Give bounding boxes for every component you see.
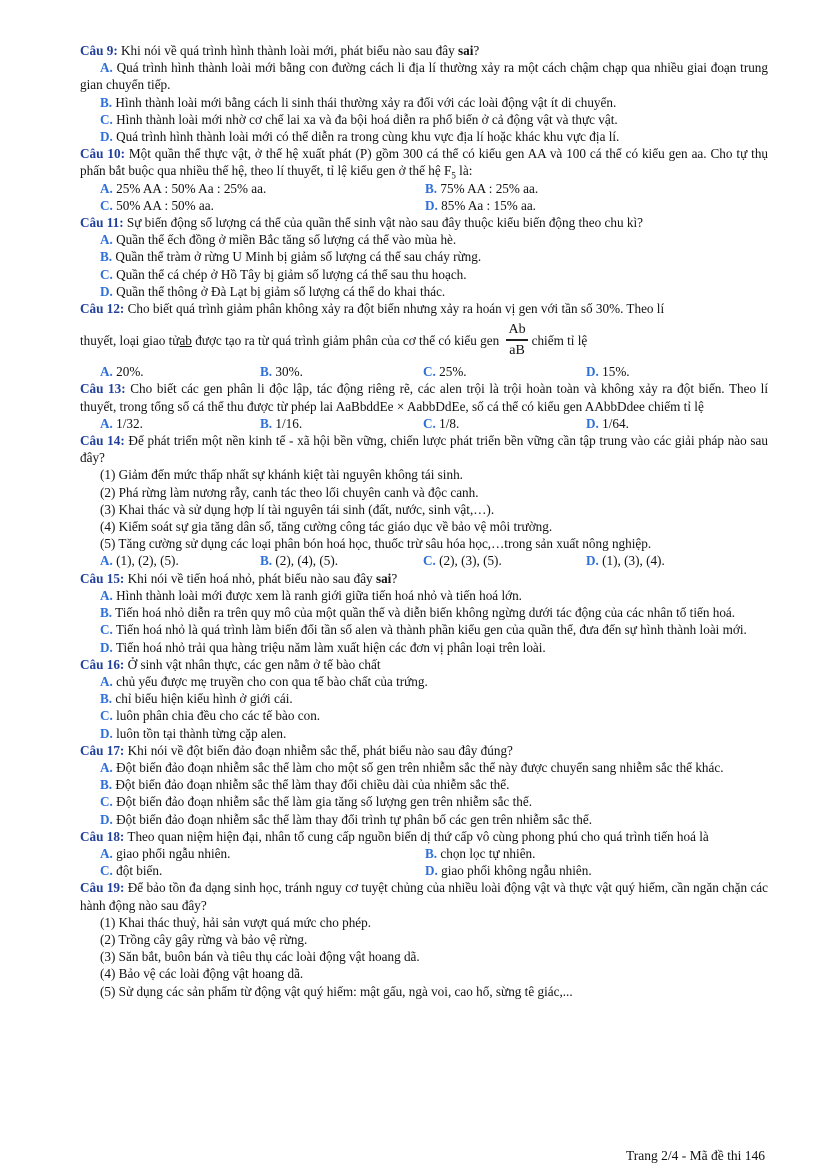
option-b: B. chỉ biểu hiện kiểu hình ở giới cái.	[100, 691, 293, 707]
options-grid	[80, 845, 768, 879]
statement-item: (3) Săn bắt, buôn bán và tiêu thụ các loài động vật hoang dã.	[100, 949, 420, 965]
question-number: Câu 10:	[80, 146, 125, 162]
question-13: Câu 13: Cho biết các gen phân li độc lập, tác động riêng rẽ, các alen trội là trội hoàn toàn và không xảy ra đột biến. Theo lí thuyết, trong tổng số cá thể thu được từ phép lai AaBbddEe × AabbDdEe, số cá thể có kiểu gen AAbbDdee chiếm tỉ lệ	[80, 381, 768, 414]
option-d: D. giao phối không ngẫu nhiên.	[425, 863, 592, 879]
option-b: B. 30%.	[260, 364, 303, 380]
option-c: C. 1/8.	[423, 415, 460, 431]
statement-item: (2) Trồng cây gây rừng và bảo vệ rừng.	[100, 931, 308, 947]
option-c: C. Tiến hoá nhỏ là quá trình làm biến đổi tần số alen và thành phần kiểu gen của quần thể, đưa đến sự hình thành loài mới.	[100, 622, 747, 638]
statement-item: (5) Tăng cường sử dụng các loại phân bón hoá học, thuốc trừ sâu hóa học,…trong sản xuất nông nghiệp.	[100, 536, 652, 552]
page-footer: Trang 2/4 - Mã đề thi 146	[626, 1148, 765, 1163]
option-c: C. 25%.	[423, 364, 467, 380]
option-a: A. (1), (2), (5).	[100, 553, 179, 569]
question-15: Câu 15: Khi nói về tiến hoá nhỏ, phát biểu nào sau đây sai?	[80, 570, 398, 586]
statement-item: (4) Kiểm soát sự gia tăng dân số, tăng cường công tác giáo dục về bảo vệ môi trường.	[100, 519, 553, 535]
option-d: D. (1), (3), (4).	[586, 553, 665, 569]
option-a: A. 25% AA : 50% Aa : 25% aa.	[100, 180, 267, 196]
option-a: A. Hình thành loài mới được xem là ranh giới giữa tiến hoá nhỏ và tiến hoá lớn.	[100, 587, 522, 603]
statement-item: (5) Sử dụng các sản phẩm từ động vật quý hiếm: mật gấu, ngà voi, cao hổ, sừng tê giác,...	[100, 983, 573, 999]
option-b: B. Đột biến đảo đoạn nhiễm sắc thể làm thay đổi chiều dài của nhiễm sắc thể.	[100, 777, 510, 793]
question-18: Câu 18: Theo quan niệm hiện đại, nhân tố cung cấp nguồn biến dị thứ cấp vô cùng phong phú cho quá trình tiến hoá là	[80, 828, 709, 844]
option-a: A. Quá trình hình thành loài mới bằng con đường cách li địa lí thường xảy ra một cách chậm chạp qua nhiều giai đoạn trung gian chuyển tiếp.	[80, 60, 768, 93]
question-number: Câu 11:	[80, 215, 124, 231]
gamete-ab: ab	[179, 332, 192, 348]
exam-content	[80, 42, 768, 1000]
option-c: C. 50% AA : 50% aa.	[100, 197, 214, 213]
question-number: Câu 14:	[80, 433, 125, 449]
option-c: C. luôn phân chia đều cho các tế bào con.	[100, 708, 321, 724]
option-b: B. 75% AA : 25% aa.	[425, 180, 539, 196]
option-a: A. 20%.	[100, 364, 144, 380]
option-b: B. (2), (4), (5).	[260, 553, 339, 569]
question-19: Câu 19: Để bảo tồn đa dạng sinh học, tránh nguy cơ tuyệt chủng của nhiều loài động vật và thực vật quý hiếm, cần ngăn chặn các hành động nào sau đây?	[80, 880, 769, 913]
question-number: Câu 18:	[80, 828, 125, 844]
option-b: B. 1/16.	[260, 415, 303, 431]
option-c: C. Quần thể cá chép ở Hồ Tây bị giảm số lượng cá thể sau thu hoạch.	[100, 266, 467, 282]
option-a: A. 1/32.	[100, 415, 143, 431]
question-12: Câu 12: Cho biết quá trình giảm phân không xảy ra đột biến nhưng xảy ra hoán vị gen với tần số 30%. Theo lí	[80, 301, 665, 317]
option-b: B. Tiến hoá nhỏ diễn ra trên quy mô của một quần thể và diễn biến không ngừng dưới tác động của các nhân tố tiến hoá.	[100, 605, 736, 621]
question-number: Câu 12:	[80, 301, 125, 317]
option-d: D. Quần thể thông ở Đà Lạt bị giảm số lượng cá thể do khai thác.	[100, 283, 446, 299]
option-d: D. 1/64.	[586, 415, 629, 431]
question-number: Câu 15:	[80, 570, 125, 586]
option-b: B. chọn lọc tự nhiên.	[425, 845, 536, 861]
question-number: Câu 9:	[80, 43, 118, 58]
option-d: D. 85% Aa : 15% aa.	[425, 197, 536, 213]
question-9: Câu 9: Khi nói về quá trình hình thành loài mới, phát biểu nào sau đây sai?	[80, 43, 480, 58]
question-number: Câu 13:	[80, 381, 126, 397]
question-14: Câu 14: Để phát triển một nền kinh tế - xã hội bền vững, chiến lược phát triển bền vững cần tập trung vào các giải pháp nào sau đây?	[80, 433, 769, 466]
option-a: A. giao phối ngẫu nhiên.	[100, 845, 231, 861]
genotype-fraction: $\frac{Ab}{aB}$	[508, 322, 526, 359]
question-17: Câu 17: Khi nói về đột biến đảo đoạn nhiễm sắc thể, phát biểu nào sau đây đúng?	[80, 742, 513, 758]
option-b: B. Quần thể tràm ở rừng U Minh bị giảm số lượng cá thể sau cháy rừng.	[100, 249, 482, 265]
question-12-continuation: thuyết, loại giao tử ab được tạo ra từ quá trình giảm phân của cơ thể có kiểu gen $\frac{Ab}{aB}$ chiếm tỉ lệ	[80, 322, 588, 359]
option-c: C. đột biến.	[100, 863, 163, 879]
option-d: D. luôn tồn tại thành từng cặp alen.	[100, 725, 287, 741]
statement-item: (1) Giảm đến mức thấp nhất sự khánh kiệt tài nguyên không tái sinh.	[100, 467, 463, 483]
option-c: C. Hình thành loài mới nhờ cơ chế lai xa và đa bội hoá diễn ra phổ biến ở cả động vật và thực vật.	[100, 111, 618, 127]
statement-item: (1) Khai thác thuỷ, hải sản vượt quá mức cho phép.	[100, 914, 372, 930]
question-11: Câu 11: Sự biến động số lượng cá thể của quần thể sinh vật nào sau đây thuộc kiểu biến động theo chu kì?	[80, 215, 643, 231]
option-a: A. Quần thể ếch đồng ở miền Bắc tăng số lượng cá thể vào mùa hè.	[100, 232, 457, 248]
question-number: Câu 16:	[80, 656, 125, 672]
question-number: Câu 17:	[80, 742, 125, 758]
option-a: A. chủ yếu được mẹ truyền cho con qua tế bào chất của trứng.	[100, 673, 428, 689]
question-number: Câu 19:	[80, 880, 125, 896]
question-16: Câu 16: Ở sinh vật nhân thực, các gen nằm ở tế bào chất	[80, 656, 381, 672]
option-a: A. Đột biến đảo đoạn nhiễm sắc thể làm cho một số gen trên nhiễm sắc thể này được chuyển sang nhiễm sắc thể khác.	[100, 759, 724, 775]
option-d: D. Đột biến đảo đoạn nhiễm sắc thể làm thay đổi trình tự phân bố các gen trên nhiễm sắc thể.	[100, 811, 593, 827]
option-c: C. Đột biến đảo đoạn nhiễm sắc thể làm gia tăng số lượng gen trên nhiễm sắc thể.	[100, 794, 532, 810]
option-c: C. (2), (3), (5).	[423, 553, 502, 569]
option-d: D. Tiến hoá nhỏ trải qua hàng triệu năm làm xuất hiện các đơn vị phân loại trên loài.	[100, 639, 546, 655]
statement-item: (3) Khai thác và sử dụng hợp lí tài nguyên tái sinh (đất, nước, sinh vật,…).	[100, 501, 495, 517]
question-10: Câu 10: Một quần thể thực vật, ở thế hệ xuất phát (P) gồm 300 cá thể có kiểu gen AA và 100 cá thể có kiểu gen aa. Cho tự thụ phấn bắt buộc qua nhiều thế hệ, theo lí thuyết, tỉ lệ kiểu gen ở thế hệ $F_5$ là:	[80, 146, 769, 182]
options-grid	[80, 180, 768, 214]
statement-item: (2) Phá rừng làm nương rẫy, canh tác theo lối chuyên canh và độc canh.	[100, 484, 479, 500]
option-b: B. Hình thành loài mới bằng cách li sinh thái thường xảy ra đối với các loài động vật ít di chuyển.	[100, 94, 617, 110]
option-d: D. Quá trình hình thành loài mới có thể diễn ra trong cùng khu vực địa lí hoặc khác khu vực địa lí.	[100, 129, 620, 145]
options-grid	[80, 363, 768, 380]
options-grid	[80, 415, 768, 432]
option-d: D. 15%.	[586, 364, 630, 380]
statement-item: (4) Bảo vệ các loài động vật hoang dã.	[100, 966, 304, 982]
options-grid	[80, 552, 768, 569]
